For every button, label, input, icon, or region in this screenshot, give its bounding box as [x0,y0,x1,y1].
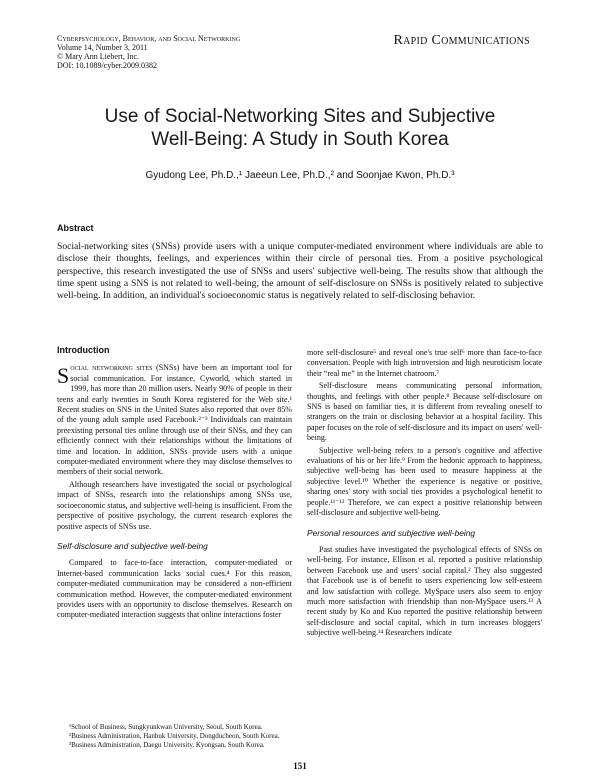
right-paragraph-4: Past studies have investigated the psychological effects of SNSs on well-being. For instance, Ellison et al. reported a positive relationship between Facebook use and users' social capital.² They also suggested that Facebook use is of benefit to users experiencing low self-esteem and low satisfaction with college. MySpace users also seem to enjoy much more satisfaction with friendship than non-MySpace users.¹³ A recent study by Ko and Kuo reported the positive relationship between self-disclosure and social capital, which in turn increases bloggers' subjective well-being.¹⁴ Researchers indicate [307,544,542,638]
journal-doi: DOI: 10.1089/cyber.2009.0382 [57,61,157,70]
right-column [307,348,542,641]
subheading-personal-resources: Personal resources and subjective well-being [307,527,476,538]
right-paragraph-2: Self-disclosure means communicating personal information, thoughts, and feelings with other people.⁸ Because self-disclosure on SNS is based on familiar ties, it is different from revealing oneself to strangers on the train or disclosing behavior at a hospital facility. This paper focuses on the role of self-disclosure and its impact on users' well-being. [307,381,542,443]
title-line-2: Well-Being: A Study in South Korea [151,129,449,150]
intro-paragraph-1-text: (SNSs) have been an important tool for social communication. For instance, Cyworld, which started in 1999, has more than 20 million users. Nearly 90% of people in their teens and early twenties in South Korea registered for the Web site.¹ Recent studies on SNS in the United States also reported that over 85% of the young adult sample used Facebook.²⁻³ Individuals can maintain preexisting personal ties online through use of their SNSs, and they can efficiently connect with their relationships without the limitations of time and location. In addition, SNSs provide users with a unique computer-mediated environment where they may disclose themselves to members of their social network. [57,363,293,477]
left-column [57,345,292,623]
footnotes [57,723,357,750]
footnote-3: ³Business Administration, Daegu University, Kyongsan, South Korea. [69,741,265,749]
subheading-self-disclosure: Self-disclosure and subjective well-being [57,540,208,551]
journal-info [57,34,317,70]
right-paragraph-1: more self-disclosure⁵ and reveal one's true self⁶ more than face-to-face conversation. People with high introversion and high neuroticism locate their “real me” in the Internet chatroom.⁷ [307,348,542,378]
intro-paragraph-2: Although researchers have investigated the social or psychological impact of SNSs, research into the relationships among SNSs use, socioeconomic status, and subjective well-being is insufficient. From the perspective of positive psychology, the current research explores the positive aspects of SNSs use. [57,479,292,531]
title-line-1: Use of Social-Networking Sites and Subjective [104,106,496,127]
introduction-heading: Introduction [57,345,110,355]
section-label: Rapid Communications [393,33,530,48]
footnote-1: ¹School of Business, Sungkyunkwan University, Seoul, South Korea. [69,723,263,731]
footnote-2: ²Business Administration, Hanbuk University, Dongducheon, South Korea. [69,732,280,740]
drop-cap: S [57,363,70,389]
right-paragraph-3: Subjective well-being refers to a person's cognitive and affective evaluations of his or her life.⁹ From the hedonic approach to happiness, subjective well-being has been used to measure happiness at the subjective level.¹⁰ Whether the experience is negative or positive, sharing ones' story with social ties provides a psychological benefit to people.¹¹⁻¹² Therefore, we can expect a positive relationship between self-disclosure and subjective well-being. [307,445,542,518]
intro-smallcaps: ocial networking sites [70,363,153,373]
abstract-heading: Abstract [57,223,94,233]
article-title [60,105,540,151]
journal-name: Cyberpsychology, Behavior, and Social Networking [57,34,241,43]
page-number: 151 [293,761,307,771]
author-list: Gyudong Lee, Ph.D.,¹ Jaeeun Lee, Ph.D.,² and Soonjae Kwon, Ph.D.³ [145,170,455,181]
abstract-text: Social-networking sites (SNSs) provide users with a unique computer-mediated environment where individuals are able to disclose their thoughts, feelings, and experiences within their circle of personal ties. From a positive psychological perspective, this research investigated the use of SNSs and users' subjective well-being. The results show that although the time spent using a SNS is not related to well-being, the amount of self-disclosure on SNSs is positively related to subjective well-being. In addition, an individual's socioeconomic status is negatively related to self-disclosing behavior. [57,241,543,302]
self-disclosure-paragraph: Compared to face-to-face interaction, computer-mediated or Internet-based communication lacks social cues.⁴ For this reason, computer-mediated communication may be considered a non-efficient communication method. However, the computer-mediated environment provides users with an opportunity to disclose themselves. Research on computer-mediated interaction suggests that online interactions foster [57,558,292,620]
journal-copyright: © Mary Ann Liebert, Inc. [57,52,140,61]
journal-volume: Volume 14, Number 3, 2011 [57,43,148,52]
intro-paragraph-1 [57,363,292,477]
